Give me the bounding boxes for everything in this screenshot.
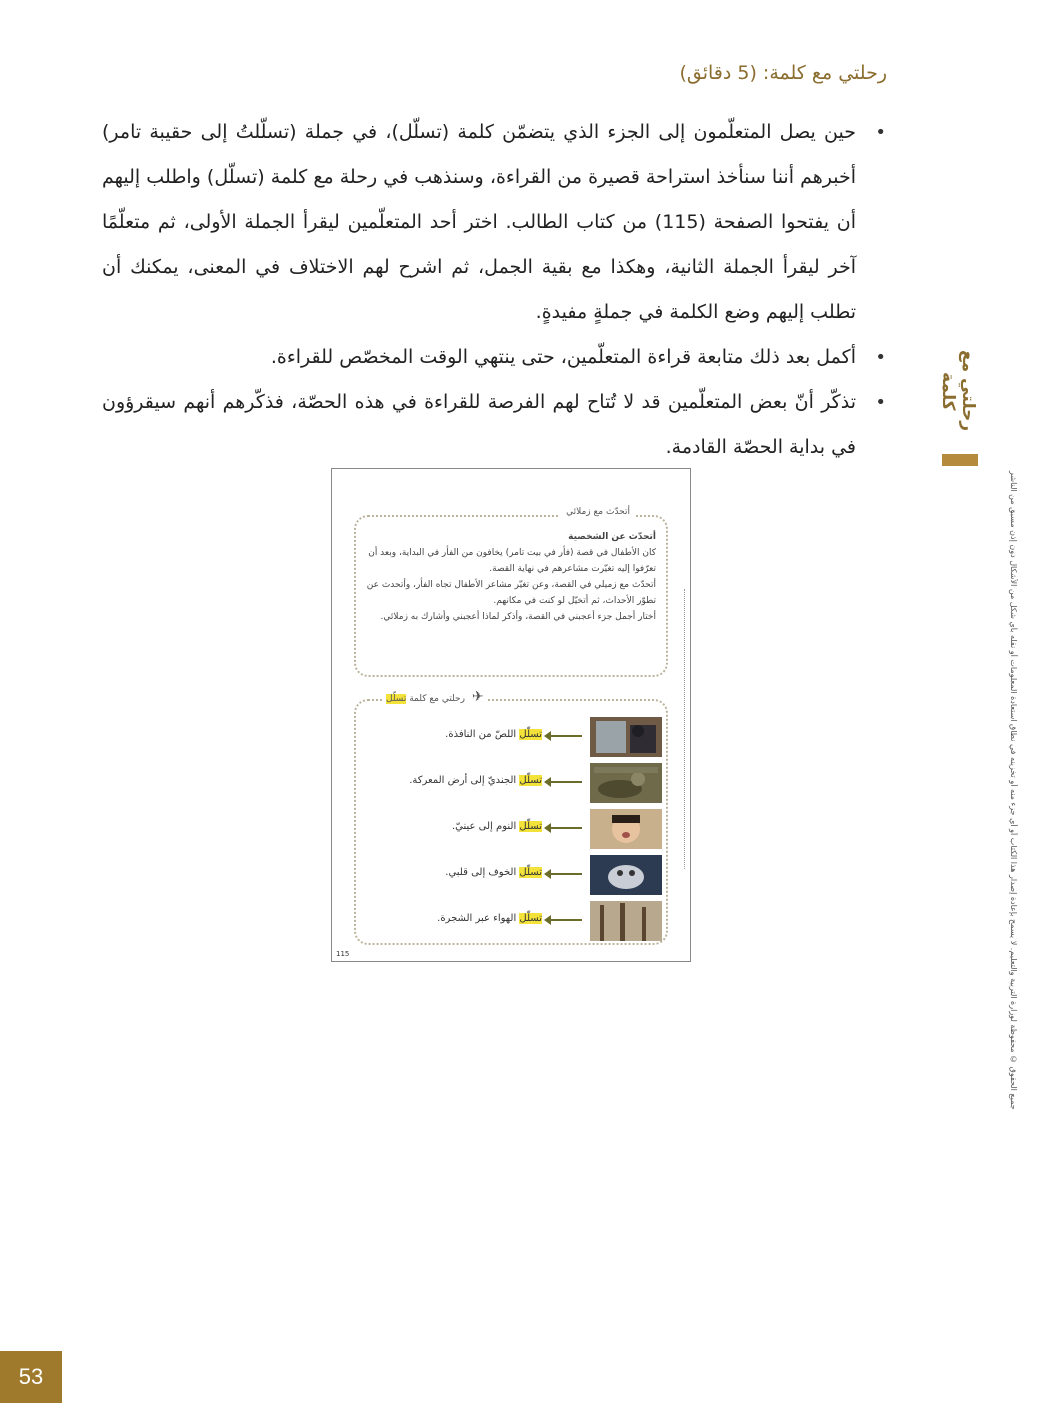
word-journey-row [366,763,662,803]
textbook-page-thumbnail [331,468,691,962]
discussion-box-text [366,529,656,625]
arrow-icon [550,827,582,829]
example-sentence: تسلّل الجنديّ إلى أرض المعركة. [409,775,542,786]
arrow-icon [550,919,582,921]
soldier-photo [590,763,662,803]
copyright-notice: جميع الحقوق © محفوظة لوزارة التربية والتعليم. لا يسمح بإعادة إصدار هذا الكتاب أو أي جزء منه أو تخزينه في نطاق استعادة المعلومات أو نقله بأي شكل من الأشكال دون إذن مسبق من الناشر [1009,471,1018,1110]
word-journey-title-text: رحلتي مع كلمة [409,694,465,704]
instruction-item: • حين يصل المتعلّمون إلى الجزء الذي يتضمّن كلمة (تسلّل)، في جملة (تسلّلتُ إلى حقيبة تامر) أخبرهم أننا سنأخذ استراحة قصيرة من القراءة، وسنذهب في رحلة مع كلمة (تسلّل) واطلب إليهم أن يفتحوا الصفحة (115) من كتاب الطالب. اختر أحد المتعلّمين ليقرأ الجملة الأولى، ثم متعلّمًا آخر ليقرأ الجملة الثانية، وهكذا مع بقية الجمل، ثم اشرح لهم الاختلاف في المعنى، يمكنك أن تطلب إليهم وضع الكلمة في جملةٍ مفيدةٍ. [102,110,892,335]
side-tab-label: رحلتي مع كلمة [938,350,978,432]
discussion-line: كان الأطفال في قصة (فأر في بيت تامر) يخافون من الفأر في البداية، وبعد أن تعرّفوا إليه تغيّرت مشاعرهم في نهاية القصة. [368,548,656,574]
instruction-item: • تذكّر أنّ بعض المتعلّمين قد لا تُتاح لهم الفرصة للقراءة في هذه الحصّة، فذكّرهم أنهم سيقرؤون في بداية الحصّة القادمة. [102,380,892,470]
thief-window-photo [590,717,662,757]
discussion-line: أتحدّث عن الشخصية [568,532,656,542]
word-journey-keyword: تسلّل [386,694,407,704]
discussion-box-title: أتحدّث مع زملائي [560,507,636,517]
side-tab-marker [942,454,978,466]
word-journey-row [366,901,662,941]
word-journey-row [366,809,662,849]
plane-icon: ✈ [471,689,484,705]
instruction-list [102,110,892,470]
word-journey-row [366,855,662,895]
discussion-box [354,507,668,677]
sleepy-child-photo [590,809,662,849]
example-sentence: تسلّل الخوف إلى قلبي. [445,867,542,878]
section-title: رحلتي مع كلمة: (5 دقائق) [679,62,887,84]
discussion-line: أختار أجمل جزء أعجبني في القصة، وأذكر لماذا أعجبني وأشارك به زملائي. [380,612,656,622]
thumbnail-page-number: 115 [336,950,350,958]
instruction-item: • أكمل بعد ذلك متابعة قراءة المتعلّمين، حتى ينتهي الوقت المخصّص للقراءة. [102,335,892,380]
scared-person-photo [590,855,662,895]
thumbnail-margin-line [684,589,689,869]
arrow-icon [550,781,582,783]
example-sentence: تسلّل اللصّ من النافذة. [445,729,542,740]
page-number: 53 [0,1351,62,1403]
arrow-icon [550,873,582,875]
example-sentence: تسلّل النوم إلى عينيّ. [451,821,542,832]
word-journey-box [354,689,668,945]
example-sentence: تسلّل الهواء عبر الشجرة. [437,913,542,924]
tree-wind-photo [590,901,662,941]
side-tab [930,328,980,468]
word-journey-row [366,717,662,757]
word-journey-title [382,689,488,705]
discussion-line: أتحدّث مع زميلي في القصة، وعن تغيّر مشاعر الأطفال تجاه الفأر، وأتحدث عن تطوّر الأحداث، ثم أتخيّل لو كنت في مكانهم. [366,580,656,606]
arrow-icon [550,735,582,737]
